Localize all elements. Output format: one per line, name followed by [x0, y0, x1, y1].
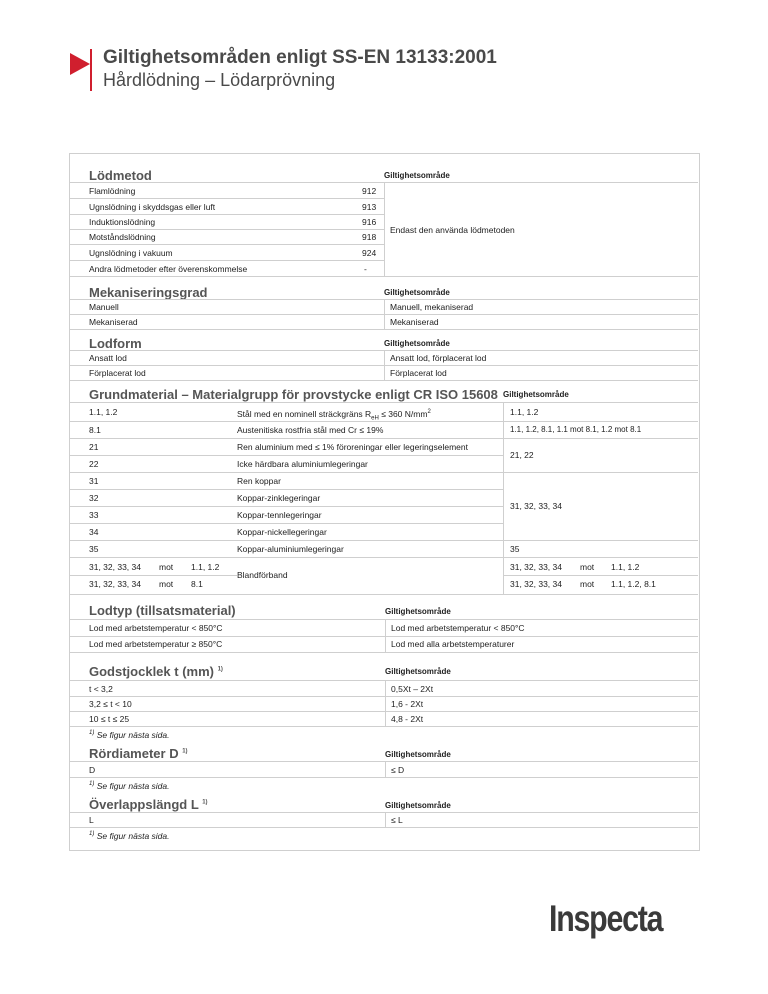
material-group: 8.1	[89, 425, 101, 435]
divider	[385, 680, 386, 726]
mixed-mot: mot	[159, 562, 174, 572]
material-desc: Icke härdbara aluminiumlegeringar	[237, 459, 368, 469]
material-group: 32	[89, 493, 99, 503]
validity-header: Giltighetsområde	[385, 801, 451, 810]
header-divider	[90, 49, 92, 91]
page-title: Giltighetsområden enligt SS-EN 13133:2001	[103, 47, 497, 68]
divider	[70, 557, 698, 558]
validity-header: Giltighetsområde	[385, 750, 451, 759]
overlap-value: L	[89, 815, 94, 825]
mixed-valid-target: 1.1, 1.2, 8.1	[611, 579, 656, 589]
divider	[70, 489, 503, 490]
divider	[70, 402, 698, 403]
mixed-target: 8.1	[191, 579, 203, 589]
divider	[384, 299, 385, 329]
divider	[70, 761, 698, 762]
mixed-valid-mot: mot	[580, 579, 595, 589]
method-validity: Endast den använda lödmetoden	[390, 225, 515, 235]
divider	[70, 575, 237, 576]
divider	[70, 523, 503, 524]
thickness-validity: 0,5Xt – 2Xt	[391, 684, 434, 694]
material-desc: Ren koppar	[237, 476, 281, 486]
divider	[70, 619, 698, 620]
divider	[385, 619, 386, 652]
divider	[70, 472, 698, 473]
method-label: Motståndslödning	[89, 232, 156, 242]
divider	[70, 636, 698, 637]
divider	[384, 350, 385, 380]
material-validity: 1.1, 1.2	[510, 407, 539, 417]
method-label: Ugnslödning i skyddsgas eller luft	[89, 202, 216, 212]
section-title-grundmaterial: Grundmaterial – Materialgrupp för provstycke enligt CR ISO 15608	[89, 387, 498, 402]
validity-header: Giltighetsområde	[385, 667, 451, 676]
diameter-value: D	[89, 765, 96, 775]
method-code: 912	[362, 186, 377, 196]
divider	[70, 198, 384, 199]
divider	[70, 214, 384, 215]
mixed-valid-groups: 31, 32, 33, 34	[510, 579, 562, 589]
section-title-mekanisering: Mekaniseringsgrad	[89, 285, 208, 300]
material-desc: Koppar-zinklegeringar	[237, 493, 321, 503]
divider	[70, 540, 698, 541]
mixed-valid-mot: mot	[580, 562, 595, 572]
diameter-validity: ≤ D	[391, 765, 405, 775]
mixed-groups: 31, 32, 33, 34	[89, 562, 141, 572]
thickness-range: t < 3,2	[89, 684, 113, 694]
thickness-range: 3,2 ≤ t < 10	[89, 699, 132, 709]
lodform-validity: Ansatt lod, förplacerat lod	[390, 353, 487, 363]
material-validity: 21, 22	[510, 450, 534, 460]
divider	[385, 812, 386, 827]
divider	[70, 380, 698, 381]
overlap-validity: ≤ L	[391, 815, 403, 825]
lodtyp-label: Lod med arbetstemperatur ≥ 850°C	[89, 639, 223, 649]
lodtyp-validity: Lod med alla arbetstemperaturer	[391, 639, 515, 649]
lodform-label: Ansatt lod	[89, 353, 127, 363]
divider	[70, 329, 698, 330]
divider	[70, 652, 698, 653]
divider	[70, 812, 698, 813]
mek-validity: Manuell, mekaniserad	[390, 302, 474, 312]
validity-header: Giltighetsområde	[384, 171, 450, 180]
mixed-groups: 31, 32, 33, 34	[89, 579, 141, 589]
page-subtitle: Hårdlödning – Lödarprövning	[103, 70, 336, 90]
validity-header: Giltighetsområde	[503, 390, 569, 399]
mek-label: Manuell	[89, 302, 119, 312]
validity-header: Giltighetsområde	[384, 339, 450, 348]
material-desc: Stål med en nominell sträckgräns $R_{eH} \le 360$ $N/mm^2$	[237, 408, 431, 422]
brand-flag-icon	[70, 53, 90, 75]
lodform-validity: Förplacerat lod	[390, 368, 447, 378]
mixed-desc: Blandförband	[237, 570, 288, 580]
mixed-valid-target: 1.1, 1.2	[611, 562, 640, 572]
material-desc: Koppar-nickellegeringar	[237, 527, 327, 537]
divider	[70, 438, 698, 439]
divider	[70, 711, 698, 712]
lodform-label: Förplacerat lod	[89, 368, 146, 378]
divider	[70, 244, 384, 245]
divider	[384, 182, 385, 276]
mixed-valid-groups: 31, 32, 33, 34	[510, 562, 562, 572]
method-code: 916	[362, 217, 377, 227]
method-label: Ugnslödning i vakuum	[89, 248, 173, 258]
divider	[70, 726, 698, 727]
section-title-lodform: Lodform	[89, 336, 142, 351]
divider	[70, 827, 698, 828]
section-title-lodtyp: Lodtyp (tillsatsmaterial)	[89, 603, 236, 618]
validity-header: Giltighetsområde	[384, 288, 450, 297]
divider	[70, 276, 698, 277]
material-group: 31	[89, 476, 99, 486]
divider	[503, 402, 504, 594]
mixed-target: 1.1, 1.2	[191, 562, 220, 572]
material-desc: Koppar-tennlegeringar	[237, 510, 322, 520]
divider	[503, 575, 698, 576]
material-group: 22	[89, 459, 99, 469]
divider	[70, 260, 384, 261]
divider	[70, 421, 698, 422]
material-group: 35	[89, 544, 99, 554]
material-validity: 1.1, 1.2, 8.1, 1.1 mot 8.1, 1.2 mot 8.1	[510, 425, 642, 434]
mek-validity: Mekaniserad	[390, 317, 439, 327]
method-label: Andra lödmetoder efter överenskommelse	[89, 264, 248, 274]
material-group: 34	[89, 527, 99, 537]
method-label: Flamlödning	[89, 186, 136, 196]
section-title-rordiameter: Rördiameter D $^{1)}$	[89, 746, 188, 761]
method-code: 924	[362, 248, 377, 258]
brand-logo: Inspecta	[549, 898, 663, 939]
lodtyp-validity: Lod med arbetstemperatur < 850°C	[391, 623, 525, 633]
material-group: 33	[89, 510, 99, 520]
divider	[385, 761, 386, 777]
material-validity: 31, 32, 33, 34	[510, 501, 562, 511]
lodtyp-label: Lod med arbetstemperatur < 850°C	[89, 623, 223, 633]
divider	[70, 506, 503, 507]
material-validity: 35	[510, 544, 520, 554]
divider	[70, 455, 503, 456]
validity-header: Giltighetsområde	[385, 607, 451, 616]
section-title-lodmetod: Lödmetod	[89, 168, 152, 183]
divider	[70, 680, 698, 681]
section-title-overlapp: Överlappslängd L $^{1)}$	[89, 797, 208, 812]
thickness-range: 10 ≤ t ≤ 25	[89, 714, 130, 724]
divider	[70, 696, 698, 697]
method-code: 918	[362, 232, 377, 242]
method-code: 913	[362, 202, 377, 212]
validity-table-panel	[69, 153, 700, 851]
divider	[70, 229, 384, 230]
method-code: -	[364, 264, 367, 274]
material-desc: Austenitiska rostfria stål med Cr ≤ 19%	[237, 425, 384, 435]
section-title-godstjocklek: Godstjocklek t (mm) $^{1)}$	[89, 664, 223, 679]
material-desc: Ren aluminium med ≤ 1% föroreningar eller legeringselement	[237, 442, 468, 452]
method-label: Induktionslödning	[89, 217, 156, 227]
material-desc: Koppar-aluminiumlegeringar	[237, 544, 344, 554]
mek-label: Mekaniserad	[89, 317, 138, 327]
footnote: $^{1)}$ Se figur nästa sida.	[89, 831, 170, 841]
material-group: 21	[89, 442, 99, 452]
material-group: 1.1, 1.2	[89, 407, 118, 417]
mixed-mot: mot	[159, 579, 174, 589]
thickness-validity: 4,8 - 2Xt	[391, 714, 424, 724]
footnote: $^{1)}$ Se figur nästa sida.	[89, 781, 170, 791]
divider	[70, 594, 698, 595]
divider	[70, 777, 698, 778]
footnote: $^{1)}$ Se figur nästa sida.	[89, 730, 170, 740]
thickness-validity: 1,6 - 2Xt	[391, 699, 424, 709]
